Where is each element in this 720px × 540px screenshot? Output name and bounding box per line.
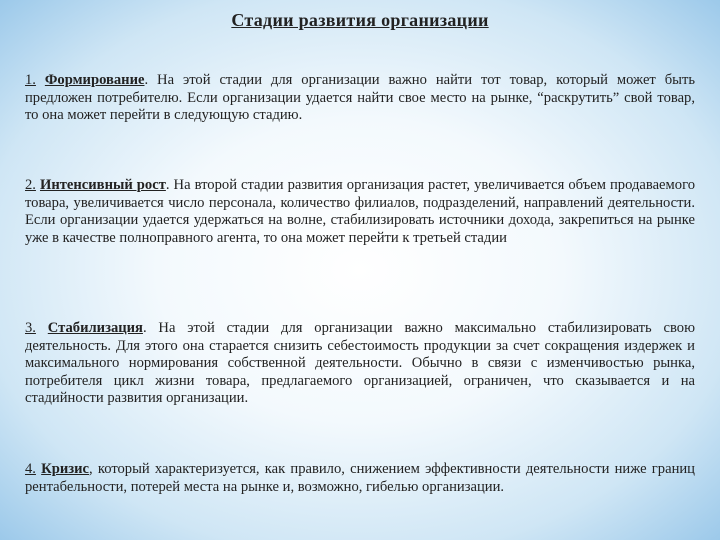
stage-name: Интенсивный рост <box>39 177 166 193</box>
stage-number: 3. <box>25 320 36 336</box>
stage-number: 2. <box>25 177 36 193</box>
stage-name: Формирование <box>44 72 145 88</box>
stage-formation <box>25 72 695 125</box>
stage-description: , который характеризуется, как правило, снижением эффективности деятельности ниже границ рентабельности, потерей места на рынке и, возможно, гибелью организации. <box>25 461 695 495</box>
stage-description: . На второй стадии развития организация растет, увеличивается объем продаваемого товара, увеличивается число персонала, количество филиалов, подразделений, направлений деятельности. Если организации удается удержаться на волне, стабилизировать источники дохода, закрепиться на рынке уже в качестве полноправного агента, то она может перейти к третьей стадии <box>25 177 695 246</box>
stage-description: . На этой стадии для организации важно найти тот товар, который может быть предложен потребителю. Если организации удается найти свое место на рынке, “раскрутить” свой товар, то она может перейти в следующую стадию. <box>25 72 695 124</box>
stage-crisis <box>25 461 695 496</box>
stage-stabilization <box>25 320 695 408</box>
stage-description: . На этой стадии для организации важно максимально стабилизировать свою деятельность. Для этого она старается снизить себестоимость продукции за счет сокращения издержек и максимального нормирования собственной деятельности. Обычно в связи с изменчивостью рынка, потребителя цикл жизни товара, предлагаемого организацией, ограничен, что сказывается и на стадийности развития организации. <box>25 320 695 407</box>
stage-name: Кризис <box>41 461 90 477</box>
stage-name: Стабилизация <box>47 320 143 336</box>
stage-intensive-growth <box>25 177 695 247</box>
stage-number: 1. <box>25 72 36 88</box>
page-title: Стадии развития организации <box>231 10 489 30</box>
stage-number: 4. <box>25 461 36 477</box>
